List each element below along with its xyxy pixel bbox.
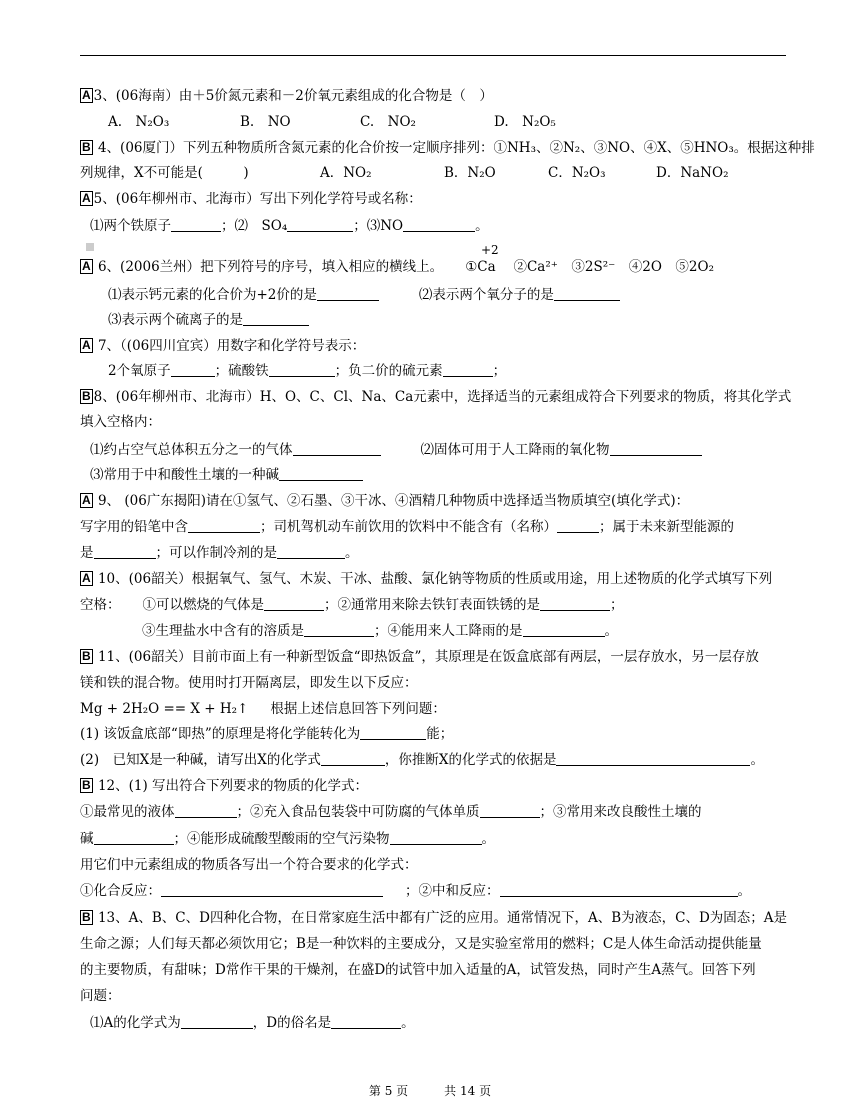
answer-blank[interactable]	[610, 443, 702, 456]
question-text: 12、(1) 写出符合下列要求的物质的化学式：	[93, 778, 369, 794]
header-rule	[80, 55, 786, 56]
option-b: B. NO	[240, 114, 291, 130]
answer-blank[interactable]	[331, 1016, 401, 1029]
question-6-line3: ⑶表示两个硫离子的是	[108, 311, 309, 329]
question-13-line5: ⑴A的化学式为 ，D的俗名是 。	[90, 1015, 415, 1031]
question-10-line3: ③生理盐水中含有的溶质是 ；④能用来人工降雨的是 。	[142, 623, 618, 639]
option-d: D．NaNO₂	[656, 165, 729, 181]
question-text: 10、(06韶关）根据氧气、氢气、木炭、干冰、盐酸、氯化钠等物质的性质或用途，用上述物质的化学式填写下列	[93, 571, 773, 587]
level-tag: B	[82, 910, 91, 924]
level-tag: B	[82, 778, 91, 792]
answer-blank[interactable]	[161, 884, 383, 897]
valence-mark: +2	[481, 243, 499, 257]
question-9	[80, 492, 689, 510]
answer-blank[interactable]	[171, 364, 215, 377]
level-tag: A	[82, 88, 91, 102]
question-12-line3: 碱 ；④能形成硫酸型酸雨的空气污染物 。	[80, 831, 495, 847]
question-11-line4: (1) 该饭盒底部“即热”的原理是将化学能转化为 能；	[80, 726, 454, 742]
page-footer: 第 5 页 共 14 页	[368, 1084, 492, 1098]
question-12	[80, 777, 368, 795]
question-6	[80, 258, 714, 276]
level-tag: A	[82, 493, 91, 507]
answer-blank[interactable]	[317, 288, 379, 301]
answer-blank[interactable]	[171, 219, 221, 232]
answer-blank[interactable]	[403, 219, 475, 232]
answer-blank[interactable]	[94, 832, 174, 845]
answer-blank[interactable]	[304, 624, 374, 637]
answer-blank[interactable]	[540, 598, 610, 611]
question-5	[80, 190, 422, 208]
option-a: A. N₂O₃	[108, 114, 170, 130]
answer-blank[interactable]	[293, 443, 381, 456]
option-c: C．N₂O₃	[548, 165, 606, 181]
question-text: 11、(06韶关）目前市面上有一种新型饭盒“即热饭盒”，其原理是在饭盒底部有两层，一层存放水，另一层存放	[93, 649, 759, 665]
level-tag: B	[82, 649, 91, 663]
level-tag: A	[82, 571, 91, 585]
answer-blank[interactable]	[480, 805, 540, 818]
question-4	[80, 139, 815, 157]
question-8-line4: ⑶常用于中和酸性土壤的一种碱	[90, 466, 363, 484]
answer-blank[interactable]	[523, 624, 605, 637]
answer-blank[interactable]	[279, 468, 363, 481]
question-9-line3: 是 ；可以作制冷剂的是 。	[80, 545, 359, 561]
question-12-line2: ①最常见的液体 ；②充入食品包装袋中可防腐的气体单质 ；③常用来改良酸性土壤的	[80, 804, 702, 820]
question-text: 7、（(06四川宜宾）用数字和化学符号表示：	[93, 338, 366, 354]
question-8-line3: ⑴约占空气总体积五分之一的气体 ⑵固体可用于人工降雨的氧化物	[90, 441, 702, 459]
answer-blank[interactable]	[554, 288, 620, 301]
question-3-options	[108, 113, 556, 131]
question-7-blanks: 2个氧原子 ；硫酸铁 ；负二价的硫元素 ；	[108, 363, 507, 379]
answer-blank[interactable]	[360, 727, 426, 740]
answer-blank[interactable]	[557, 520, 599, 533]
answer-blank[interactable]	[243, 313, 309, 326]
option-b: B．N₂O	[444, 165, 496, 181]
answer-blank[interactable]	[556, 753, 750, 766]
question-11	[80, 648, 759, 666]
level-tag: A	[82, 338, 91, 352]
option-a: A．NO₂	[320, 165, 372, 181]
question-11-line5: (2) 已知X是一种碱，请写出X的化学式 ，你推断X的化学式的依据是 。	[80, 752, 764, 768]
answer-blank[interactable]	[277, 546, 345, 559]
option-d: D. N₂O₅	[494, 114, 556, 130]
answer-blank[interactable]	[287, 219, 353, 232]
answer-blank[interactable]	[175, 805, 237, 818]
option-c: C. NO₂	[360, 114, 416, 130]
answer-blank[interactable]	[500, 884, 738, 897]
answer-blank[interactable]	[188, 520, 260, 533]
question-11-line2: 镁和铁的混合物。使用时打开隔离层，即发生以下反应：	[80, 675, 418, 691]
question-10	[80, 570, 772, 588]
level-tag: A	[82, 191, 91, 205]
answer-blank[interactable]	[321, 753, 385, 766]
question-6-line2: ⑴表示钙元素的化合价为+2价的是 ⑵表示两个氧分子的是	[108, 286, 620, 304]
answer-blank[interactable]	[181, 1016, 253, 1029]
level-tag: A	[82, 259, 91, 273]
answer-blank[interactable]	[390, 832, 482, 845]
question-text: 4、(06厦门）下列五种物质所含氮元素的化合价按一定顺序排列：①NH₃、②N₂、③NO、④X、⑤HNO₃。根据这种排	[93, 140, 815, 156]
question-8	[80, 388, 791, 406]
question-7	[80, 337, 365, 355]
question-text: 9、 (06广东揭阳)请在①氢气、②石墨、③干冰、④酒精几种物质中选择适当物质填空(填化学式)：	[93, 493, 690, 509]
question-text: 8、(06年柳州市、北海市）H、O、C、Cl、Na、Ca元素中，选择适当的元素组成符合下列要求的物质，将其化学式	[93, 389, 792, 405]
answer-blank[interactable]	[269, 364, 335, 377]
answer-blank[interactable]	[94, 546, 156, 559]
question-9-line2: 写字用的铅笔中含 ；司机驾机动车前饮用的饮料中不能含有（名称） ；属于未来新型能源的	[80, 519, 734, 535]
reaction-equation: Mg + 2H₂O == X + H₂↑ 根据上述信息回答下列问题：	[80, 701, 446, 717]
question-5-blanks: ⑴两个铁原子 ；⑵ SO₄ ；⑶NO 。	[90, 218, 489, 234]
level-tag: B	[82, 389, 91, 403]
question-8-line2: 填入空格内：	[80, 414, 161, 430]
question-4-line2: 列规律，X不可能是( ) A．NO₂ B．N₂O C．N₂O₃ D．NaNO₂	[80, 165, 729, 181]
level-tag: B	[82, 140, 91, 154]
question-13	[80, 909, 787, 927]
margin-marker	[86, 243, 94, 251]
question-12-line4: 用它们中元素组成的物质各写出一个符合要求的化学式：	[80, 857, 418, 873]
question-3	[80, 87, 493, 105]
question-10-line2: 空格： ①可以燃烧的气体是 ；②通常用来除去铁钉表面铁锈的是 ；	[80, 597, 624, 613]
answer-blank[interactable]	[443, 364, 493, 377]
question-13-line2: 生命之源；人们每天都必须饮用它；B是一种饮料的主要成分，又是实验室常用的燃料；C是人体生命活动提供能量	[80, 936, 762, 952]
question-13-line4: 问题：	[80, 988, 121, 1004]
question-text: 3、(06海南）由＋5价氮元素和－2价氧元素组成的化合物是（ ）	[93, 88, 493, 104]
question-13-line3: 的主要物质，有甜味；D常作干果的干燥剂，在盛D的试管中加入适量的A，试管发热，同时产生A蒸气。回答下列	[80, 962, 756, 978]
question-text: 5、(06年柳州市、北海市）写出下列化学符号或名称：	[93, 191, 422, 207]
question-12-line5: ①化合反应： ；②中和反应： 。	[80, 883, 751, 899]
question-text: 6、(2006兰州）把下列符号的序号，填入相应的横线上。	[93, 259, 444, 275]
answer-blank[interactable]	[264, 598, 324, 611]
question-text: 13、A、B、C、D四种化合物，在日常家庭生活中都有广泛的应用。通常情况下，A、B为液态，C、D为固态；A是	[93, 910, 788, 926]
symbol-list: ①Ca ②Ca²⁺ ③2S²⁻ ④2O ⑤2O₂	[465, 259, 714, 275]
